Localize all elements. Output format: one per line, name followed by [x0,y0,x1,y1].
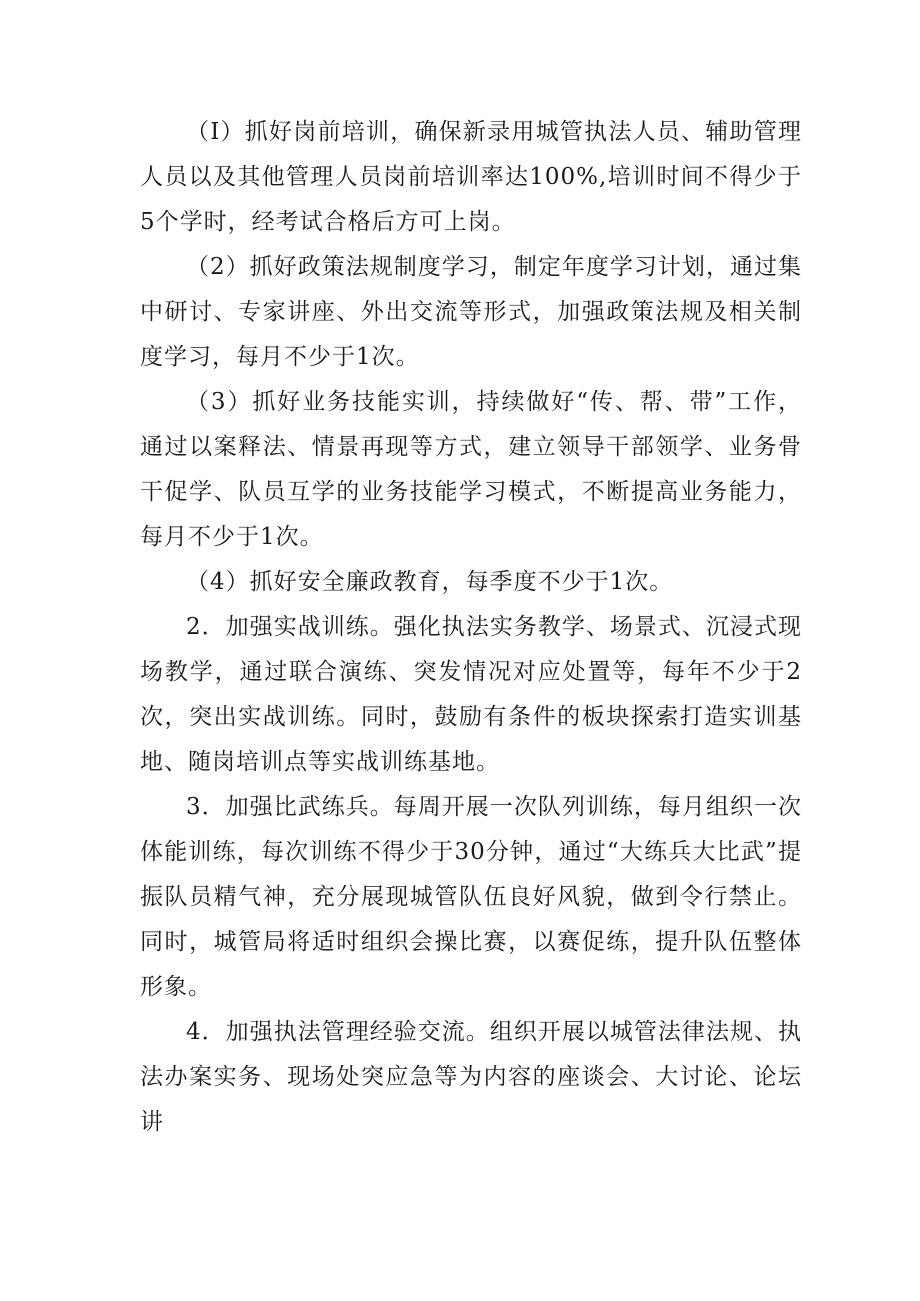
paragraph-drill-competition: 3．加强比武练兵。每周开展一次队列训练，每月组织一次体能训练，每次训练不得少于30分钟，通过“大练兵大比武”提振队员精气神，充分展现城管队伍良好风貌，做到令行禁止。同时，城管局将适时组织会操比赛，以赛促练，提升队伍整体形象。 [140,794,802,1000]
paragraph-pre-job-training: （I）抓好岗前培训，确保新录用城管执法人员、辅助管理人员以及其他管理人员岗前培训率达100%,培训时间不得少于5个学时，经考试合格后方可上岗。 [140,119,802,235]
paragraph-practical-training: 2．加强实战训练。强化执法实务教学、场景式、沉浸式现场教学，通过联合演练、突发情况对应处置等，每年不少于2次，突出实战训练。同时，鼓励有条件的板块探索打造实训基地、随岗培训点等实战训练基地。 [140,614,802,775]
paragraph-skill-training: （3）抓好业务技能实训，持续做好“传、帮、带”工作，通过以案释法、情景再现等方式，建立领导干部领学、业务骨干促学、队员互学的业务技能学习模式，不断提高业务能力，每月不少于1次。 [140,389,802,550]
paragraph-experience-exchange: 4．加强执法管理经验交流。组织开展以城管法律法规、执法办案实务、现场处突应急等为内容的座谈会、大讨论、论坛讲 [140,1019,802,1135]
paragraph-policy-study: （2）抓好政策法规制度学习，制定年度学习计划，通过集中研讨、专家讲座、外出交流等形式，加强政策法规及相关制度学习，每月不少于1次。 [140,254,802,370]
document-body [140,110,802,1145]
paragraph-safety-integrity-education: （4）抓好安全廉政教育，每季度不少于1次。 [186,569,674,595]
